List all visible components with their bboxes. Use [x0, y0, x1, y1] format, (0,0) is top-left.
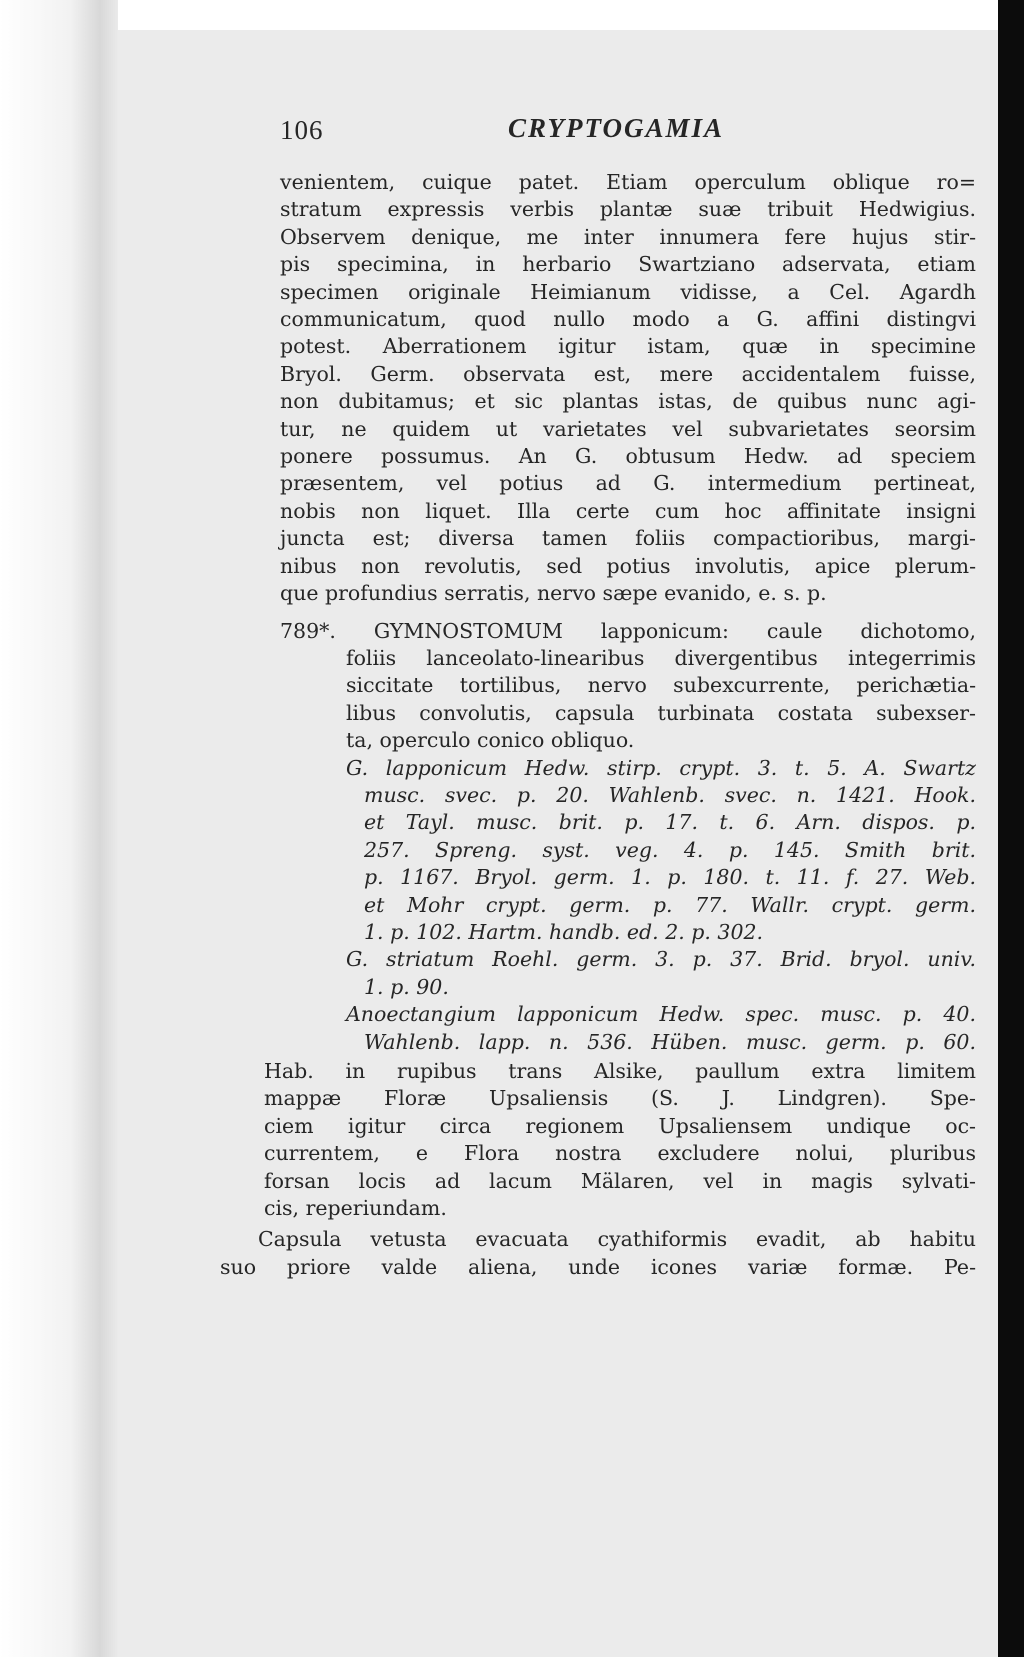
text-line: specimen originale Heimianum vidisse, a Cel. Agardh — [280, 279, 976, 304]
running-head: CRYPTOGAMIA — [508, 113, 725, 143]
text-line: pis specimina, in herbario Swartziano adservata, etiam — [280, 252, 976, 277]
synonym-line: p. 1167. Bryol. germ. 1. p. 180. t. 11. f. 27. Web. — [364, 865, 976, 890]
text-line: stratum expressis verbis plantæ suæ tribuit Hedwigius. — [280, 197, 976, 222]
book-gutter — [0, 0, 118, 1657]
habitat-paragraph — [240, 1058, 976, 1222]
text-line: tur, ne quidem ut varietates vel subvarietates seorsim — [280, 416, 976, 441]
synonymy — [280, 755, 976, 1056]
synonym-line: G. lapponicum Hedw. stirp. crypt. 3. t. 5. A. Swartz — [346, 755, 976, 780]
text-line: que profundius serratis, nervo sæpe evanido, e. s. p. — [280, 581, 827, 606]
text-line: ponere possumus. An G. obtusum Hedw. ad speciem — [280, 444, 976, 469]
paragraph-discussion — [280, 169, 976, 608]
page-number: 106 — [280, 115, 324, 145]
text-line: juncta est; diversa tamen foliis compactioribus, margi- — [280, 526, 976, 551]
text-line: nibus non revolutis, sed potius involutis, apice plerum- — [280, 553, 976, 578]
text-line: non dubitamus; et sic plantas istas, de quibus nunc agi- — [280, 389, 976, 414]
text-line: forsan locis ad lacum Mälaren, vel in magis sylvati- — [264, 1168, 976, 1193]
text-line: cis, reperiundam. — [264, 1196, 447, 1221]
text-line: mappæ Floræ Upsaliensis (S. J. Lindgren). Spe- — [264, 1086, 976, 1111]
synonym-line: Anoectangium lapponicum Hedw. spec. musc. p. 40. — [346, 1002, 976, 1027]
scanner-edge — [998, 0, 1024, 1657]
synonym-line: 1. p. 102. Hartm. handb. ed. 2. p. 302. — [364, 919, 764, 944]
capsule-paragraph — [220, 1226, 976, 1281]
text-line: foliis lanceolato-linearibus divergentibus integerrimis — [346, 645, 976, 670]
text-line: suo priore valde aliena, unde icones variæ formæ. Pe- — [220, 1254, 976, 1279]
text-line: nobis non liquet. Illa certe cum hoc affinitate insigni — [280, 498, 976, 523]
text-line: præsentem, vel potius ad G. intermedium pertineat, — [280, 471, 976, 496]
top-margin — [118, 0, 1024, 30]
synonym-line: Wahlenb. lapp. n. 536. Hüben. musc. germ. p. 60. — [364, 1029, 976, 1054]
text-line: Capsula vetusta evacuata cyathiformis evadit, ab habitu — [258, 1227, 976, 1252]
synonym-line: et Tayl. musc. brit. p. 17. t. 6. Arn. dispos. p. — [364, 810, 976, 835]
text-line: Hab. in rupibus trans Alsike, paullum extra limitem — [264, 1059, 976, 1083]
page-header — [280, 95, 976, 155]
text-line: ta, operculo conico obliquo. — [346, 728, 635, 753]
text-line: Observem denique, me inter innumera fere hujus stir- — [280, 224, 976, 249]
synonym-line: G. striatum Roehl. germ. 3. p. 37. Brid. bryol. univ. — [346, 947, 976, 972]
text-line: Bryol. Germ. observata est, mere accidentalem fuisse, — [280, 361, 976, 386]
page-text — [220, 95, 976, 1281]
text-line: venientem, cuique patet. Etiam operculum oblique ro= — [280, 170, 976, 194]
text-line: currentem, e Flora nostra excludere nolui, pluribus — [264, 1141, 976, 1166]
synonym-line: et Mohr crypt. germ. p. 77. Wallr. crypt. germ. — [364, 892, 976, 917]
synonym-line: 1. p. 90. — [364, 974, 449, 999]
species-entry — [280, 618, 976, 755]
synonym-line: musc. svec. p. 20. Wahlenb. svec. n. 1421. Hook. — [364, 782, 976, 807]
text-line: ciem igitur circa regionem Upsaliensem undique oc- — [264, 1113, 976, 1138]
text-line: libus convolutis, capsula turbinata costata subexser- — [346, 700, 976, 725]
text-line: potest. Aberrationem igitur istam, quæ in specimine — [280, 334, 976, 359]
synonym-line: 257. Spreng. syst. veg. 4. p. 145. Smith brit. — [364, 837, 976, 862]
text-line: siccitate tortilibus, nervo subexcurrente, perichætia- — [346, 673, 976, 698]
species-heading-line: 789*. GYMNOSTOMUM lapponicum: caule dichotomo, — [280, 618, 976, 643]
text-line: communicatum, quod nullo modo a G. affini distingvi — [280, 307, 976, 332]
